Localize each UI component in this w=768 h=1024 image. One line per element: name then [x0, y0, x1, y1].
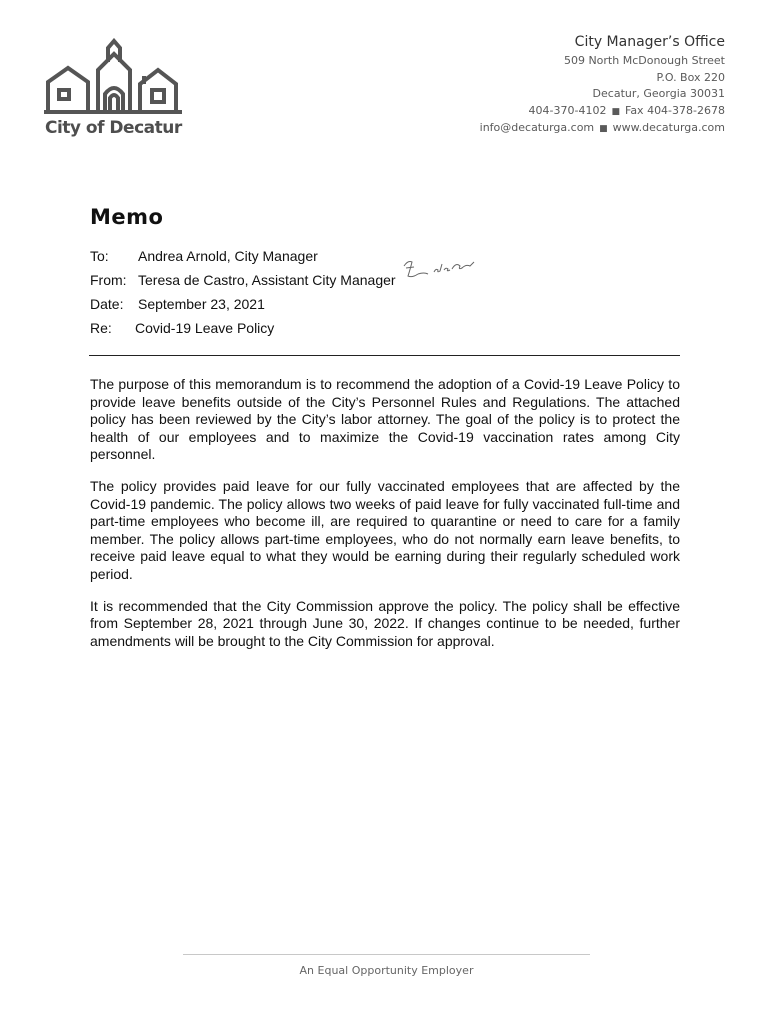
date-value: September 23, 2021	[138, 296, 265, 312]
office-name: City Manager’s Office	[574, 34, 725, 50]
address-line-1: 509 North McDonough Street	[563, 54, 725, 67]
memo-re-row	[90, 320, 274, 336]
phone-number: 404-370-4102	[528, 103, 607, 117]
website-link[interactable]: www.decaturga.com	[612, 121, 725, 134]
from-label: From:	[90, 272, 127, 288]
address-line-3: Decatur, Georgia 30031	[592, 87, 725, 100]
re-value: Covid-19 Leave Policy	[135, 320, 275, 336]
footer-divider	[183, 954, 590, 955]
from-value: Teresa de Castro, Assistant City Manager	[138, 272, 396, 288]
signature-image	[400, 252, 480, 282]
email-link[interactable]: info@decaturga.com	[479, 121, 595, 134]
address-line-2: P.O. Box 220	[656, 70, 725, 84]
body-paragraph-3: It is recommended that the City Commission approve the policy. The policy shall be effective from September 28, 2021 through June 30, 2022. If changes continue to be needed, further amendments will be brought to the City Commission for approval.	[90, 597, 680, 649]
letterhead-contact	[480, 34, 725, 138]
re-label: Re:	[90, 320, 112, 336]
fax-number: Fax 404-378-2678	[625, 103, 725, 117]
city-logo	[42, 38, 188, 142]
body-paragraph-1: The purpose of this memorandum is to recommend the adoption of a Covid-19 Leave Policy to provide leave benefits outside of the City’s Personnel Rules and Regulations. The attached policy has been reviewed by the City’s labor attorney. The goal of the policy is to protect the health of our employees and to maximize the Covid-19 vaccination rates among City personnel.	[90, 376, 680, 463]
memo-title: Memo	[90, 205, 164, 229]
city-buildings-icon	[42, 38, 188, 118]
separator-icon: ■	[599, 124, 608, 134]
handwritten-signature-icon	[400, 252, 480, 282]
email-web-line	[480, 120, 725, 138]
logo-text: City of Decatur	[45, 118, 182, 138]
header-divider	[89, 355, 680, 356]
memo-from-row	[90, 272, 396, 288]
footer-text: An Equal Opportunity Employer	[299, 964, 474, 977]
body-paragraph-2: The policy provides paid leave for our fully vaccinated employees that are affected by the Covid-19 pandemic. The policy allows two weeks of paid leave for fully vaccinated full-time and part-time employees who become ill, are required to quarantine or need to care for a family member. The policy allows part-time employees, who do not normally earn leave benefits, to receive paid leave equal to what they would be earning during their regularly scheduled work period.	[90, 477, 680, 582]
phone-fax-line	[480, 103, 725, 121]
memo-to-row	[90, 248, 318, 264]
to-label: To:	[90, 248, 109, 264]
date-label: Date:	[90, 296, 124, 312]
memo-date-row	[90, 296, 265, 312]
to-value: Andrea Arnold, City Manager	[138, 248, 318, 264]
memo-body	[90, 376, 680, 664]
separator-icon: ■	[611, 106, 620, 117]
